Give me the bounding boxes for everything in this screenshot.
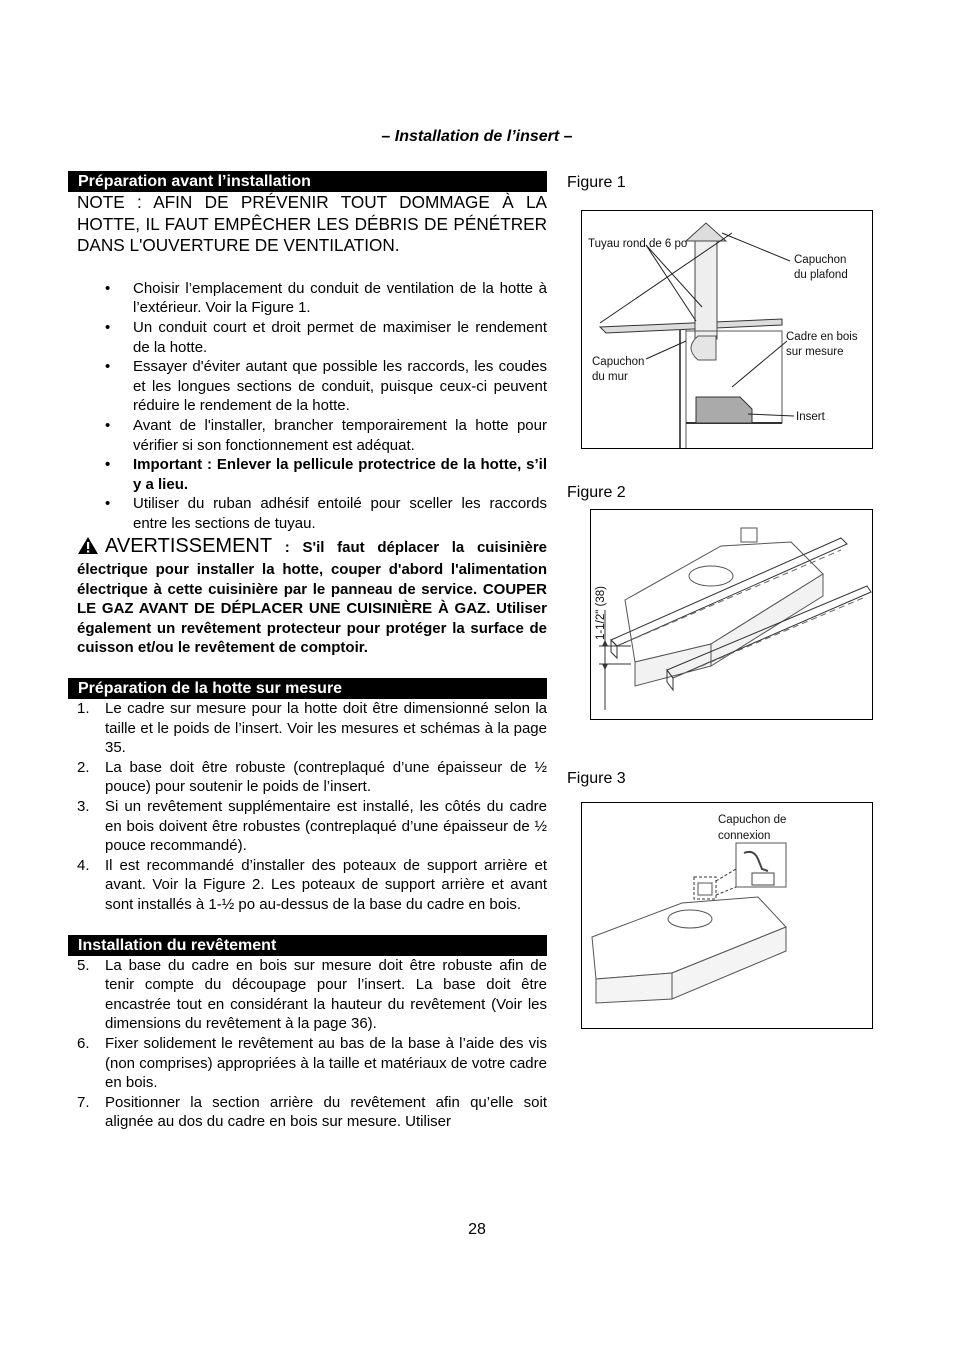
list-item: • Avant de l'installer, brancher temporairement la hotte pour vérifier si son fonctionnement est adéquat.	[77, 416, 547, 455]
list-item: 5. La base du cadre en bois sur mesure doit être robuste afin de tenir compte du découpage pour l’insert. La base doit être encastrée tout en considérant la hauteur du revêtement (Voir les dimensions du revêtement à la page 36).	[77, 956, 547, 1033]
fig1-label-frame-1: Cadre en bois	[786, 331, 858, 343]
figure-3-label: Figure 3	[567, 770, 626, 787]
fig1-label-wall-cap-1: Capuchon	[592, 356, 645, 368]
left-column	[77, 171, 547, 1132]
list-item: 7. Positionner la section arrière du revêtement afin qu’elle soit alignée au dos du cadre en bois sur mesure. Utiliser	[77, 1093, 547, 1131]
fig1-label-frame-2: sur mesure	[786, 346, 844, 358]
section-header-preparation: Préparation avant l’installation	[68, 171, 547, 192]
note-text: NOTE : AFIN DE PRÉVENIR TOUT DOMMAGE À LA HOTTE, IL FAUT EMPÊCHER LES DÉBRIS DE PÉNÉTRER DANS L'OUVERTURE DE VENTILATION.	[77, 192, 547, 256]
list-item: 6. Fixer solidement le revêtement au bas de la base à l’aide des vis (non comprises) appropriées à la taille et matériaux de votre cadre en bois.	[77, 1034, 547, 1092]
steps-list-revetement	[77, 956, 547, 1132]
list-item: • Essayer d'éviter autant que possible les raccords, les coudes et les longues sections de conduit, puisque ceux-ci peuvent réduire le rendement de la hotte.	[77, 357, 547, 416]
list-item: 3. Si un revêtement supplémentaire est installé, les côtés du cadre en bois doivent être robustes (contreplaqué d’une épaisseur de ½ pouce recommandé).	[77, 798, 547, 855]
fig1-label-ceiling-cap-1: Capuchon	[794, 254, 847, 266]
fig1-label-pipe: Tuyau rond de 6 po	[588, 238, 688, 250]
list-item: 4. Il est recommandé d’installer des poteaux de support arrière et avant. Voir la Figure 2. Les poteaux de support arrière et avant sont installés à 1-½ po au-dessus de la base du cadre en bois.	[77, 856, 547, 913]
list-item: • Choisir l’emplacement du conduit de ventilation de la hotte à l’extérieur. Voir la Figure 1.	[77, 279, 547, 318]
warning-text: : S'il faut déplacer la cuisinière électrique pour installer la hotte, couper d'abord l'alimentation électrique à cette cuisinière par le panneau de service. COUPER LE GAZ AVANT DE DÉPLACER UNE CUISINIÈRE À GAZ. Utiliser également un revêtement protecteur pour protéger la surface de cuisson et/ou le revêtement de comptoir.	[77, 538, 547, 657]
list-item: 2. La base doit être robuste (contreplaqué d’une épaisseur de ½ pouce) pour soutenir le poids de l’insert.	[77, 758, 547, 796]
warning-block	[77, 536, 547, 659]
fig3-label-connector-1: Capuchon de	[718, 814, 787, 826]
figure-1	[581, 210, 873, 449]
figure-2	[590, 509, 873, 720]
fig2-dimension-label: 1-1/2" (38)	[595, 586, 607, 640]
figure-1-label: Figure 1	[567, 174, 626, 191]
fig1-label-insert: Insert	[796, 411, 825, 423]
section-header-hotte: Préparation de la hotte sur mesure	[68, 678, 547, 699]
warning-title: AVERTISSEMENT	[105, 534, 273, 557]
page-number: 28	[468, 1221, 486, 1238]
figure-2-drawing	[591, 510, 872, 719]
bullet-list	[77, 279, 547, 534]
list-item: • Utiliser du ruban adhésif entoilé pour sceller les raccords entre les sections de tuyau.	[77, 494, 547, 533]
figure-3	[581, 802, 873, 1029]
fig3-label-connector-2: connexion	[718, 830, 771, 842]
steps-list-hotte	[77, 699, 547, 915]
page-title: – Installation de l’insert –	[381, 128, 573, 145]
figure-2-label: Figure 2	[567, 484, 626, 501]
figure-3-drawing	[582, 803, 872, 1028]
section-header-revetement: Installation du revêtement	[68, 935, 547, 956]
figure-1-drawing	[582, 211, 872, 448]
warning-triangle-icon	[77, 536, 99, 561]
list-item: 1. Le cadre sur mesure pour la hotte doit être dimensionné selon la taille et le poids de l’insert. Voir les mesures et schémas à la page 35.	[77, 700, 547, 757]
list-item: • Un conduit court et droit permet de maximiser le rendement de la hotte.	[77, 318, 547, 357]
list-item-important: • Important : Enlever la pellicule protectrice de la hotte, s’il y a lieu.	[77, 455, 547, 494]
fig1-label-ceiling-cap-2: du plafond	[794, 269, 848, 281]
fig1-label-wall-cap-2: du mur	[592, 371, 628, 383]
